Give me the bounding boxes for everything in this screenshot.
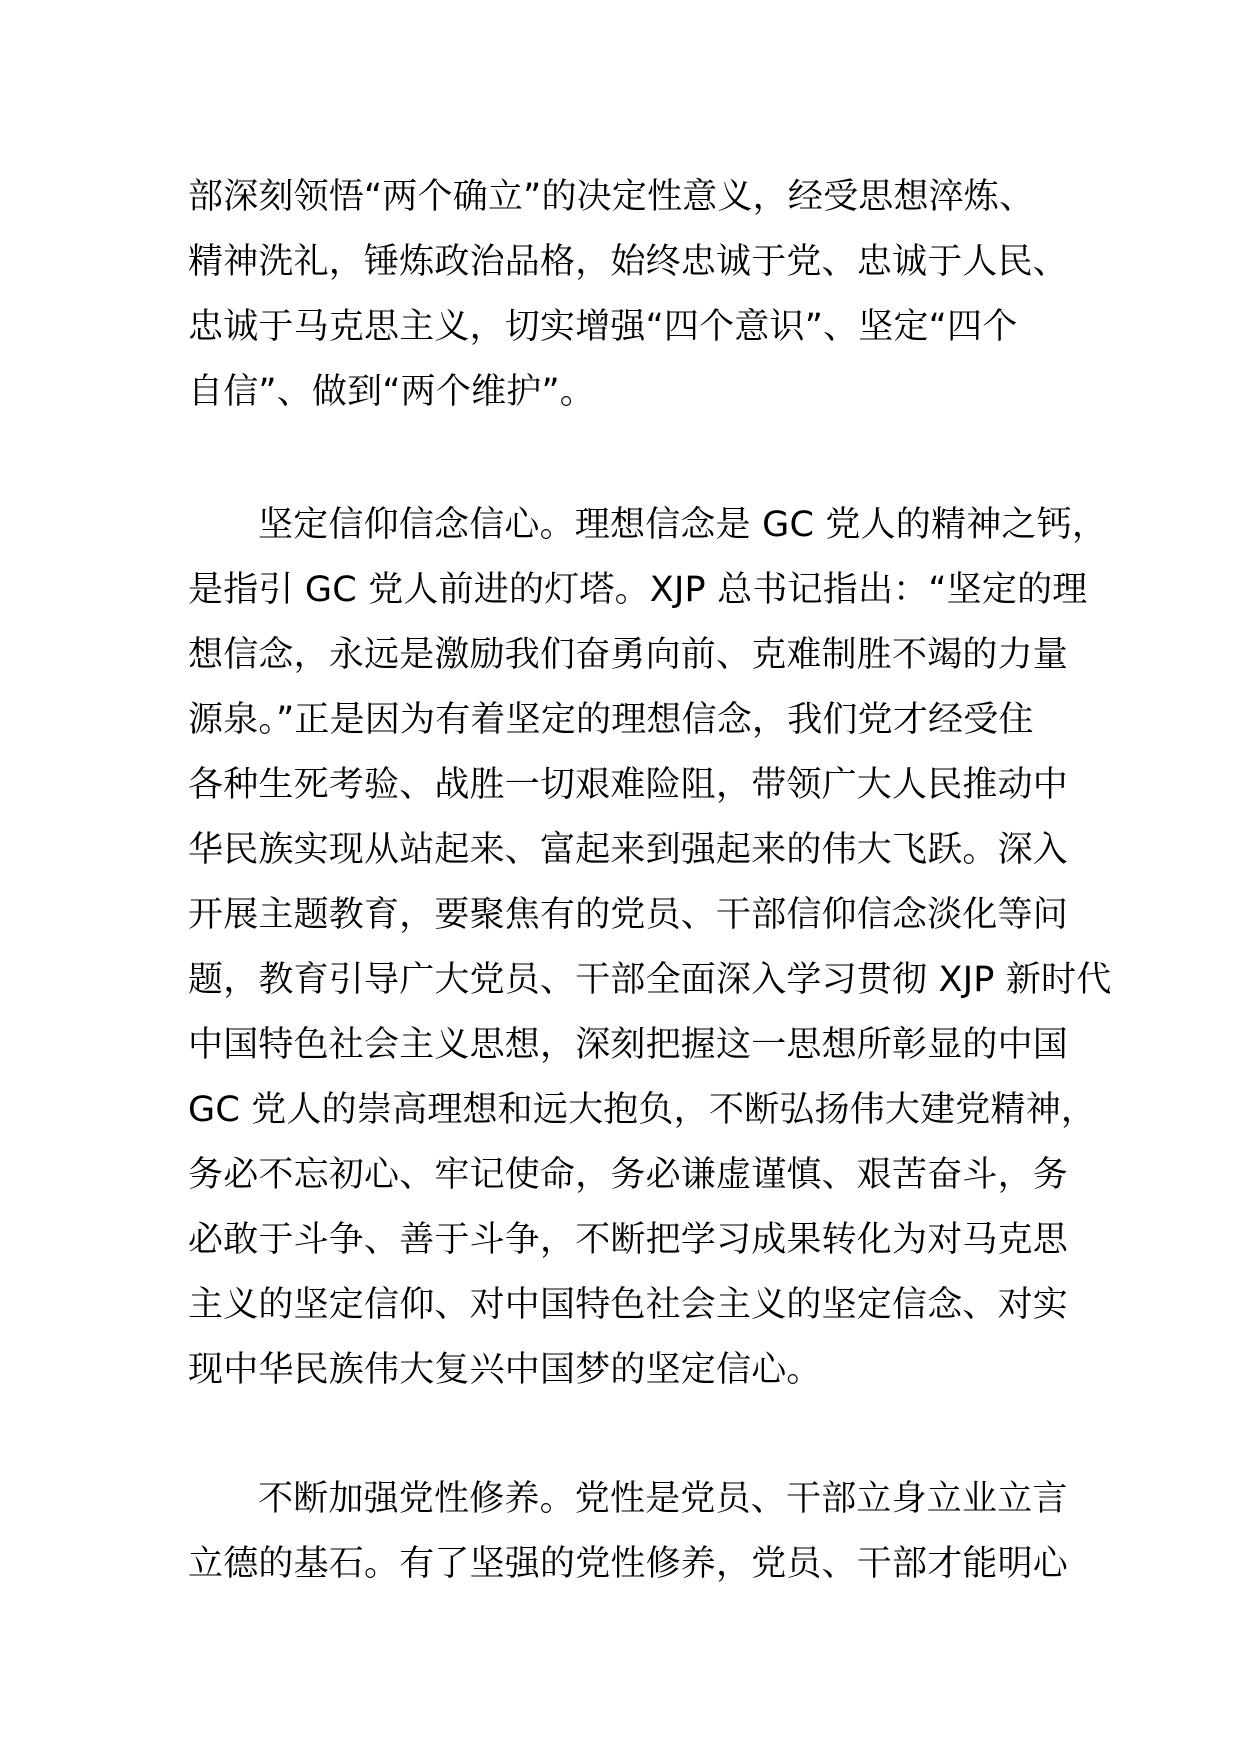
text-line: 部深刻领悟“两个确立”的决定性意义，经受思想淬炼、: [188, 177, 1035, 217]
text-line: 务必不忘初心、牢记使命，务必谦虚谨慎、艰苦奋斗，务: [188, 1155, 1069, 1195]
text-line: 想信念，永远是激励我们奋勇向前、克难制胜不竭的力量: [188, 635, 1069, 675]
text-line: 题，教育引导广大党员、干部全面深入学习贯彻 XJP 新时代: [188, 960, 1112, 1000]
text-line: 各种生死考验、战胜一切艰难险阻，带领广大人民推动中: [188, 765, 1069, 805]
text-line: 源泉。”正是因为有着坚定的理想信念，我们党才经受住: [188, 700, 1034, 740]
text-line: 坚定信仰信念信心。理想信念是 GC 党人的精神之钙，: [258, 505, 1108, 545]
paragraph-party-spirit: [188, 1467, 1069, 1597]
text-line: 忠诚于马克思主义，切实增强“四个意识”、坚定“四个: [188, 307, 1018, 347]
text-line: 精神洗礼，锤炼政治品格，始终忠诚于党、忠诚于人民、: [188, 242, 1069, 282]
text-line: 自信”、做到“两个维护”。: [188, 372, 595, 412]
text-line: 现中华民族伟大复兴中国梦的坚定信心。: [188, 1350, 822, 1390]
text-line: 华民族实现从站起来、富起来到强起来的伟大飞跃。深入: [188, 830, 1069, 870]
text-line: 立德的基石。有了坚强的党性修养，党员、干部才能明心: [188, 1544, 1069, 1584]
text-line: 主义的坚定信仰、对中国特色社会主义的坚定信念、对实: [188, 1285, 1069, 1325]
text-line: 中国特色社会主义思想，深刻把握这一思想所彰显的中国: [188, 1025, 1069, 1065]
paragraph-continuation: [188, 165, 1069, 425]
text-line: 是指引 GC 党人前进的灯塔。XJP 总书记指出：“坚定的理: [188, 570, 1088, 610]
text-line: 必敢于斗争、善于斗争，不断把学习成果转化为对马克思: [188, 1220, 1069, 1260]
paragraph-faith-conviction: [188, 493, 1112, 1403]
text-line: 不断加强党性修养。党性是党员、干部立身立业立言: [258, 1479, 1068, 1519]
text-line: 开展主题教育，要聚焦有的党员、干部信仰信念淡化等问: [188, 895, 1069, 935]
text-line: GC 党人的崇高理想和远大抱负，不断弘扬伟大建党精神，: [188, 1090, 1097, 1130]
